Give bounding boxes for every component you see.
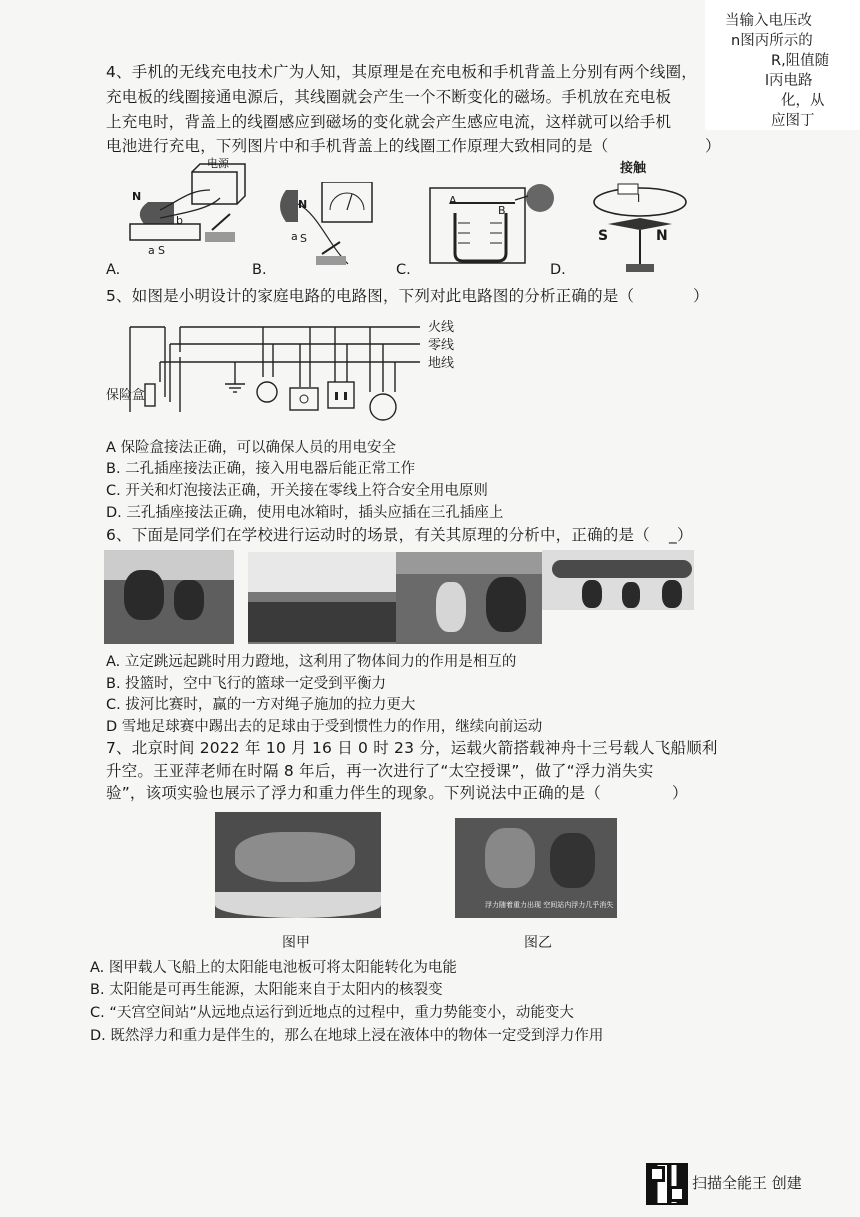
q4-line: 充电板的线圈接通电源后，其线圈就会产生一个不断变化的磁场。手机放在充电板 bbox=[106, 88, 672, 106]
galvanometer-icon bbox=[322, 182, 372, 222]
corner-line: 应图丁 bbox=[771, 113, 815, 129]
power-supply-label: 电源 bbox=[207, 157, 229, 170]
q7-photo-spacecraft bbox=[215, 812, 381, 918]
switch-icon bbox=[290, 388, 318, 410]
q7-option-c: C. “天宫空间站”从远地点运行到近地点的过程中，重力势能变小，动能变大 bbox=[90, 1005, 574, 1021]
wire-ground: 地线 bbox=[428, 356, 455, 371]
corner-fragment bbox=[705, 0, 860, 130]
q7-answer-close: ） bbox=[672, 784, 688, 802]
qr-code-icon bbox=[646, 1163, 688, 1205]
scanner-brand-label: 扫描全能王 创建 bbox=[692, 1174, 802, 1192]
q6-photo-tug-of-war bbox=[396, 552, 542, 644]
q6-option-b: B. 投篮时，空中飞行的篮球一定受到平衡力 bbox=[106, 676, 387, 692]
bell-icon bbox=[526, 184, 554, 212]
two-hole-socket-icon bbox=[328, 382, 354, 408]
corner-line: n图丙所示的 bbox=[731, 33, 813, 49]
q4-line: 电池进行充电，下列图片中和手机背盖上的线圈工作原理大致相同的是（ bbox=[106, 137, 609, 155]
fuse-box-icon bbox=[145, 384, 155, 406]
q7-line: 升空。王亚萍老师在时隔 8 年后，再一次进行了“太空授课”，做了“浮力消失实 bbox=[106, 762, 654, 780]
q7-option-b: B. 太阳能是可再生能源，太阳能来自于太阳内的核裂变 bbox=[90, 982, 443, 998]
corner-line: R,阻值随 bbox=[771, 53, 830, 69]
q4-option-a: A. bbox=[106, 262, 121, 278]
q5-option-a: A 保险盒接法正确，可以确保人员的用电安全 bbox=[106, 440, 397, 456]
power-supply-box bbox=[192, 172, 237, 204]
light-bulb-icon bbox=[257, 382, 277, 402]
letter-n: N bbox=[132, 190, 142, 203]
letter-n: N bbox=[656, 228, 668, 244]
wire-neutral: 零线 bbox=[428, 338, 455, 353]
q7-line: 验”，该项实验也展示了浮力和重力伴生的现象。下列说法中正确的是（ bbox=[106, 784, 601, 802]
q7-option-d: D. 既然浮力和重力是伴生的，那么在地球上浸在液体中的物体一定受到浮力作用 bbox=[90, 1028, 604, 1044]
q6-option-d: D 雪地足球赛中踢出去的足球由于受到惯性力的作用，继续向前运动 bbox=[106, 719, 543, 735]
letter-s: S bbox=[598, 228, 609, 244]
fig-caption-jia: 图甲 bbox=[282, 935, 310, 951]
q7-line: 7、北京时间 2022 年 10 月 16 日 0 时 23 分，运载火箭搭载神舟十三号载人飞船顺利 bbox=[106, 739, 718, 757]
q6-photo-basketball bbox=[248, 552, 396, 644]
q6-option-c: C. 拔河比赛时，赢的一方对绳子施加的拉力更大 bbox=[106, 697, 416, 713]
q7-option-a: A. 图甲载人飞船上的太阳能电池板可将太阳能转化为电能 bbox=[90, 960, 457, 976]
q4-figure-b bbox=[272, 182, 382, 272]
letter-i: I bbox=[637, 192, 641, 205]
q5-answer-close: ） bbox=[693, 287, 709, 305]
q5-option-d: D. 三孔插座接法正确，使用电冰箱时，插头应插在三孔插座上 bbox=[106, 505, 504, 521]
q4-line: 上充电时，背盖上的线圈感应到磁场的变化就会产生感应电流，这样就可以给手机 bbox=[106, 113, 672, 131]
q4-figure-d bbox=[588, 172, 698, 276]
q6-answer-close: _） bbox=[669, 526, 693, 544]
q7-photo-class bbox=[455, 818, 617, 918]
fuse-box-label: 保险盒 bbox=[106, 388, 146, 403]
q6-option-a: A. 立定跳远起跳时用力蹬地，这利用了物体间力的作用是相互的 bbox=[106, 654, 517, 670]
three-hole-socket-icon bbox=[370, 394, 396, 420]
q4-answer-close: ） bbox=[705, 137, 721, 155]
q4-option-d: D. bbox=[550, 262, 566, 278]
q6-photo-snow-football bbox=[542, 550, 694, 610]
q5-circuit-diagram bbox=[125, 312, 425, 432]
q4-figure-c bbox=[420, 178, 560, 268]
letter-a-upper: A bbox=[449, 194, 457, 207]
letter-b-upper: B bbox=[498, 204, 506, 217]
q5-stem: 5、如图是小明设计的家庭电路的电路图，下列对此电路图的分析正确的是（ bbox=[106, 287, 635, 305]
q5-option-b: B. 二孔插座接法正确，接入用电器后能正常工作 bbox=[106, 461, 416, 477]
q4-option-c: C. bbox=[396, 262, 411, 278]
fig-caption-yi: 图乙 bbox=[524, 935, 552, 951]
contact-label: 接触 bbox=[620, 161, 647, 176]
letter-a: a bbox=[148, 244, 155, 257]
wire-live: 火线 bbox=[428, 320, 455, 335]
q5-option-c: C. 开关和灯泡接法正确，开关接在零线上符合安全用电原则 bbox=[106, 483, 488, 499]
corner-line: 化，从 bbox=[781, 93, 825, 109]
q4-line: 4、手机的无线充电技术广为人知，其原理是在充电板和手机背盖上分别有两个线圈， bbox=[106, 63, 697, 81]
letter-s: S bbox=[158, 244, 165, 257]
letter-b: b bbox=[176, 214, 183, 227]
letter-n: N bbox=[298, 198, 308, 211]
letter-s: S bbox=[300, 232, 307, 245]
q4-option-b: B. bbox=[252, 262, 267, 278]
letter-a: a bbox=[291, 230, 298, 243]
corner-line: l丙电路 bbox=[765, 73, 813, 89]
photo-subtitle: 浮力随着重力出现 空间站内浮力几乎消失 bbox=[485, 901, 614, 909]
corner-line: 当输入电压改 bbox=[725, 13, 812, 29]
q6-stem: 6、下面是同学们在学校进行运动时的场景，有关其原理的分析中，正确的是（ bbox=[106, 526, 650, 544]
q6-photo-long-jump bbox=[104, 550, 234, 644]
q4-figure-a bbox=[120, 152, 255, 267]
